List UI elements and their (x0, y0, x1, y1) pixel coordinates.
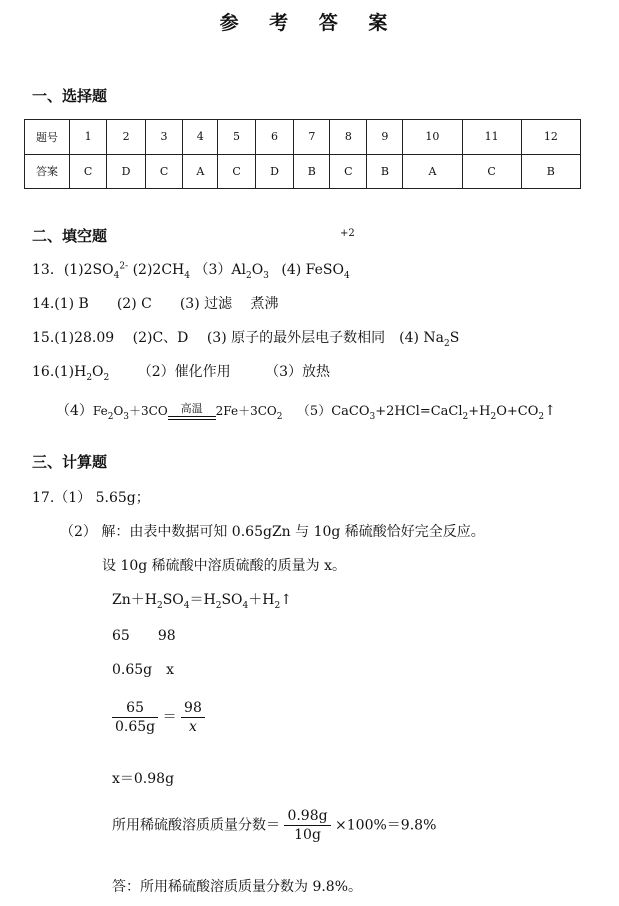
answer-cell: B (367, 154, 403, 189)
ratio-left: $\frac{65}{0.65g}$ (112, 700, 158, 735)
answer-q17-1: 17.（1） 5.65g； (32, 490, 150, 506)
answer-q16: $16.(1)H_2O_2$ （2）催化作用 （3）放热 (32, 364, 331, 383)
page-title: 参 考 答 案 (219, 12, 400, 34)
question-number-cell: 10 (403, 120, 462, 155)
section-heading-calc: 三、计算题 (32, 453, 108, 471)
table-row (25, 120, 581, 155)
answer-cell: C (462, 154, 521, 189)
question-number-cell: 12 (521, 120, 580, 155)
answer-q16-4-5: $(4)Fe_2O_3+3CO$ 高温 $2Fe+3CO_2$ $(5)CaCO_3+2HCl=CaCl_2+H_2O+CO_2↑$ (56, 401, 556, 422)
question-number-cell: 5 (218, 120, 255, 155)
section-heading-choice: 一、选择题 (32, 87, 108, 105)
mass-fraction-calc: 所用稀硫酸溶质质量分数＝ $\frac{0.98g}{10g}$ ×100%＝9.8% (112, 808, 437, 843)
question-number-cell: 9 (367, 120, 403, 155)
row-label: 题号 (25, 120, 70, 155)
answer-q13: 13．$(1)2SO_4^{2-}$ $(2)2CH_4$ $(3)Al_2O_3$ (4) FeSO$_4$ (32, 261, 350, 281)
answer-cell: D (255, 154, 294, 189)
answer-cell: C (218, 154, 255, 189)
given-values: 0.65g x (112, 662, 175, 678)
question-number-cell: 1 (70, 120, 107, 155)
question-number-cell: 7 (294, 120, 330, 155)
question-number-cell: 3 (145, 120, 182, 155)
answer-cell: C (145, 154, 182, 189)
answer-q17-2-intro: （2） 解：由表中数据可知 0.65gZn 与 10g 稀硫酸恰好完全反应。 (60, 524, 485, 540)
ratio-equation: $\frac{65}{0.65g}$ ＝ $\frac{98}{x}$ (112, 700, 205, 735)
answer-q15: 15.(1)28.09 (2)C、D (3) 原子的最外层电子数相同 (4) $Na_2S$ (32, 330, 460, 349)
up-arrow-icon: ↑ (280, 592, 292, 608)
result-x: x＝0.98g (112, 771, 175, 787)
molar-masses: 65 98 (112, 628, 176, 644)
answer-cell: B (294, 154, 330, 189)
reaction-equation: $Zn+H_2SO_4=H_2SO_4+H_2↑$ (112, 592, 292, 611)
reaction-condition: 高温 (168, 403, 216, 420)
question-number-cell: 11 (462, 120, 521, 155)
answer-table (24, 119, 581, 189)
table-row (25, 154, 581, 189)
question-number-cell: 8 (330, 120, 367, 155)
answer-cell: C (70, 154, 107, 189)
assumption: 设 10g 稀硫酸中溶质硫酸的质量为 x。 (102, 558, 347, 574)
up-arrow-icon: ↑ (544, 403, 556, 419)
question-number-cell: 2 (107, 120, 146, 155)
answer-cell: D (107, 154, 146, 189)
valence-mark: +2 (340, 228, 355, 239)
ratio-right: $\frac{98}{x}$ (181, 700, 205, 735)
answer-cell: A (183, 154, 218, 189)
question-number-cell: 6 (255, 120, 294, 155)
answer-q14: 14.(1) B (2) C (3) 过滤 煮沸 (32, 296, 279, 312)
final-answer: 答：所用稀硫酸溶质质量分数为 9.8%。 (112, 879, 363, 895)
row-label: 答案 (25, 154, 70, 189)
answer-cell: C (330, 154, 367, 189)
answer-cell: A (403, 154, 462, 189)
section-heading-fill: 二、填空题 (32, 227, 108, 245)
question-number-cell: 4 (183, 120, 218, 155)
answer-cell: B (521, 154, 580, 189)
